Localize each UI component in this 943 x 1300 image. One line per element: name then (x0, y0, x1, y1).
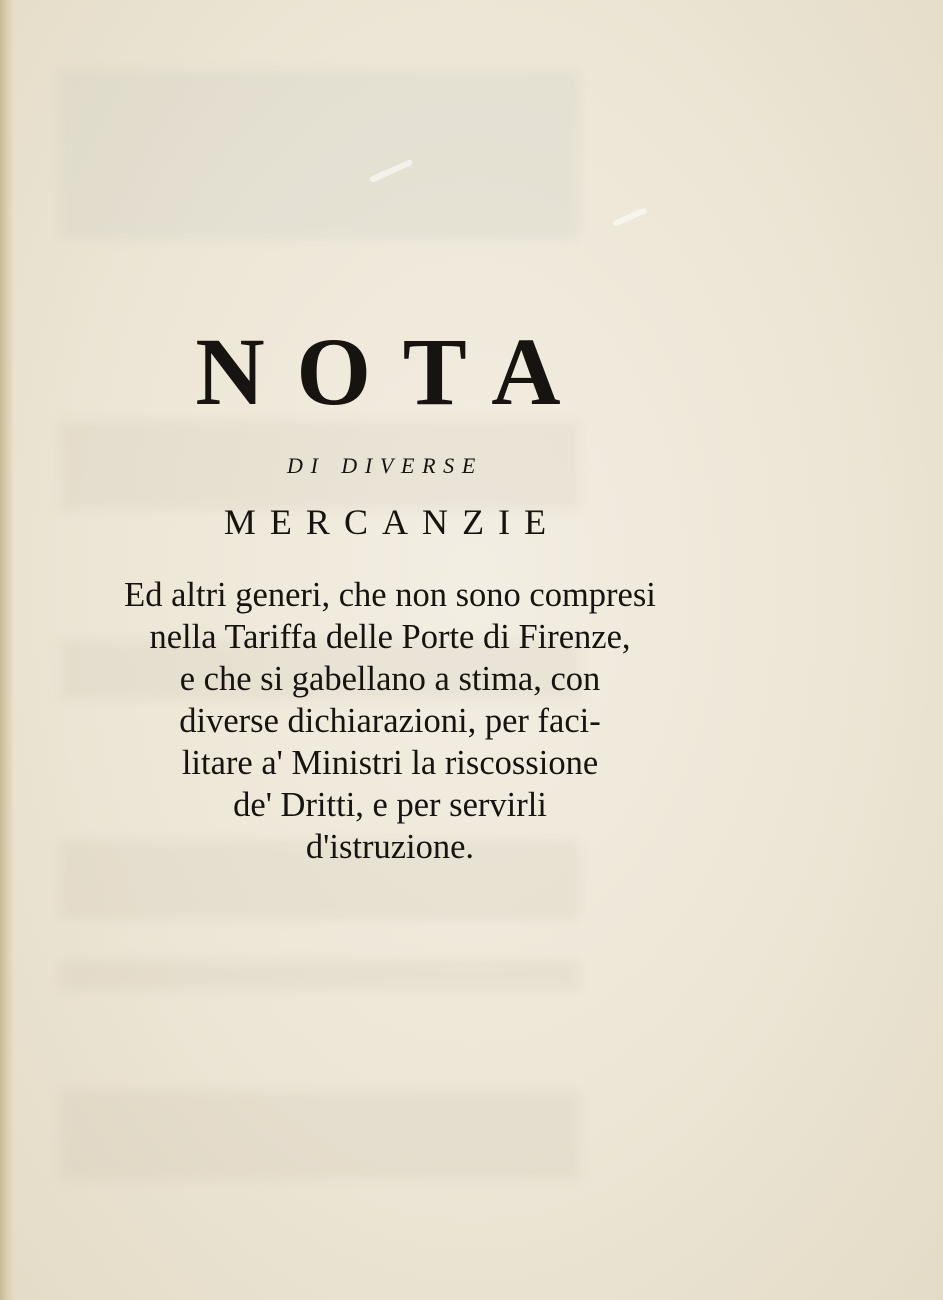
page-subtitle: di diverse (287, 444, 483, 480)
show-through-mark (60, 70, 580, 240)
show-through-mark (60, 960, 580, 990)
body-line: Ed altri generi, che non sono compresi (124, 576, 656, 614)
show-through-mark (60, 1090, 580, 1180)
body-line: d'istruzione. (305, 828, 475, 866)
body-text (40, 574, 740, 868)
body-line: litare a' Ministri la riscossione (181, 744, 599, 782)
body-line: diverse dichiarazioni, per faci- (179, 702, 601, 740)
page-title: NOTA (195, 318, 593, 425)
binding-edge (0, 0, 14, 1300)
page-heading: MERCANZIE (223, 502, 561, 542)
body-line: de' Dritti, e per servirli (233, 786, 547, 824)
body-line: nella Tariffa delle Porte di Firenze, (149, 618, 631, 656)
paper-crease (612, 207, 647, 227)
body-line: e che si gabellano a stima, con (179, 660, 601, 698)
